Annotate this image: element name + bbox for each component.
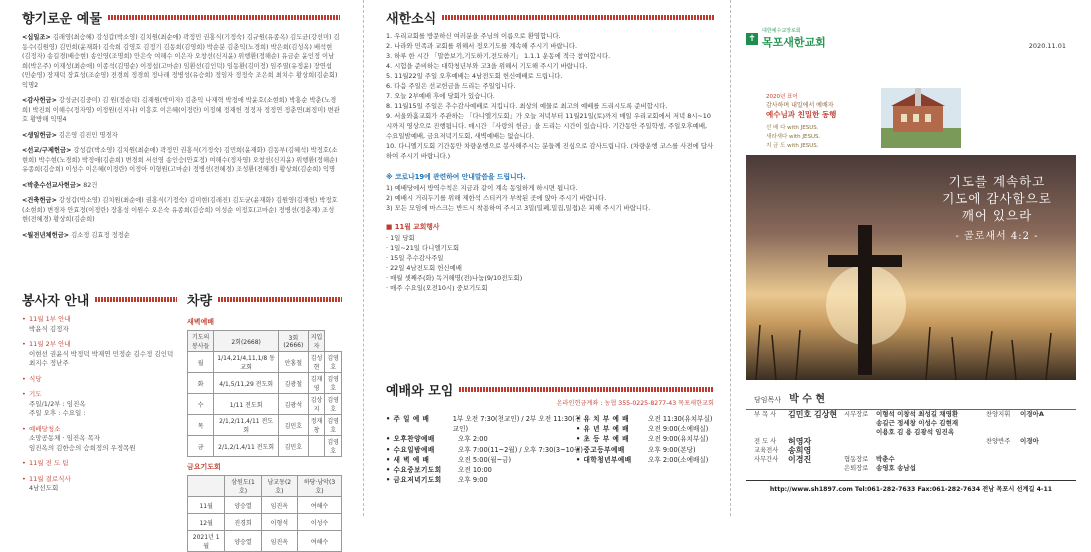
news-list [386, 31, 714, 161]
staff-role: 부 목 사 [754, 411, 777, 418]
offerings-list [22, 33, 340, 240]
table-cell: 이성수 [298, 514, 342, 531]
staff-name: 이경진 [788, 455, 812, 464]
worship-row [386, 465, 586, 475]
verse-line-3: 깨어 있으라 [961, 208, 1033, 223]
worship-name: • 유 년 부 예 배 [576, 425, 630, 434]
news-item: 6. 다음 주일은 선교헌금을 드리는 주일입니다. [386, 82, 516, 90]
vehicle-title: 차량 [187, 290, 342, 309]
staff-name: 김민호 김상현 [788, 410, 838, 419]
column-news [386, 0, 714, 516]
worship-name: • 새 벽 예 배 [386, 455, 430, 464]
church-name: 목포새한교회 [762, 36, 826, 49]
column-vehicle [187, 290, 342, 550]
table-cell: 4/1,5/11,29 전도회 [214, 373, 279, 394]
friday-table [187, 475, 342, 552]
pastor-row [746, 390, 1076, 410]
worship-row [576, 434, 716, 444]
offering-heading: <건축헌금> [22, 197, 57, 204]
covid-item: 2) 예배시 거리두기를 위해 제한석 스티커가 부착된 곳에 앉아 주시기 바랍니다. [386, 194, 607, 202]
church-building-image [881, 88, 961, 148]
table-row [188, 415, 342, 436]
staff-role: 사무간사 [754, 456, 779, 463]
offering-item [22, 146, 340, 175]
volunteer-label: • 11월 결로식사 [29, 474, 71, 483]
covid-list [386, 183, 714, 213]
worship-time: 오후 9:00 [458, 476, 488, 485]
event-item: · 15일 추수감사주일 [386, 254, 444, 262]
offering-text: 강성갑(박소영) 김치원(최순애) 곽정민 권홍식(기정숙) 김민희(윤재화) 김동부(김혜석) 박정호(소현희) 박수현(노경희) 박정애(김순희) 변경희 서선영 송인승(안효정) 여해수(정자영) 오창선(신지윤) 위행환(정해순) 유종희(김승희) 이성수 이은혜(이정란) 이정아 이형원(고마순) 정병선(전혜경) 조성환(전혜경) 황상희(김순희) 익명 [22, 147, 338, 173]
table-cell: 김광철 [278, 373, 308, 394]
table-cell: 김재영 [308, 373, 325, 394]
worship-name: • 수요일밤예배 [386, 445, 435, 454]
volunteer-detail: 이현선 권윤식 박정덕 박재연 민정순 김수정 김인덕 최지수 정난주 [29, 349, 174, 367]
table-cell: 12월 [188, 514, 225, 531]
table-cell: 김영호 [325, 352, 342, 373]
footer: http://www.sh1897.com Tel:061-282-7633 Fax:061-282-7634 전남 목포시 선계길 4-11 [746, 480, 1076, 493]
staff-list [754, 410, 1072, 473]
table-row [188, 436, 342, 457]
events-title: ■ 11월 교회행사 [386, 223, 440, 231]
theme-line-1: 감사하며 내일에서 예배자 [766, 102, 834, 109]
staff-name: 이경아A [1020, 410, 1044, 418]
table-header-cell: 삼원도(1호) [225, 476, 261, 497]
table-cell: 진경희 [225, 514, 261, 531]
volunteer-item [22, 315, 177, 334]
table-cell: 2021년 1월 [188, 531, 225, 552]
table-row [188, 497, 342, 514]
volunteer-item [22, 459, 177, 469]
table-header-row [188, 476, 342, 497]
offering-item [22, 231, 340, 241]
column-cover [746, 0, 1076, 516]
table-cell: 2/1,2/1,4/11 전도회 [214, 436, 279, 457]
offering-item [22, 96, 340, 125]
table-cell: 1/14,21/4,11,1/8 동교회 [214, 352, 279, 373]
offering-heading: <월전년체헌금> [22, 231, 70, 239]
with-line-1: 선 배 다 with JESUS. [766, 125, 819, 131]
fold-line-2 [730, 0, 731, 516]
offering-text: 김래영(최승혜) 강성갑(박소영) 김치원(최순애) 곽정민 권홍식(기정숙) 김규원(유종옥) 김도균(강선미) 김동수(김원영) 김민희(윤재화) 김숙희 김영호 김정기 김동희(김영희) 박순분 김춘익(노경희) 박은희(김성옥) 배석현(김정자) 송길경(배승현) 송인영(조명희) 안은숙 여해수 이은자 오창선(신지윤) 위행환(정해순) 유금순 윤인정 이남희(박은주) 이재성(최순애) 이종석(김명순) 이정섭(고마순) 임환선(김인덕) 임동환(김미정) 임주열(유정윤) 장연섭(민순영) 장재덕 장효성(조순영) 전경희 정경희 정나래 정병성(유승희) 정임자 정정숙 조은희 최치수 황상희(김순회) 익명2 [22, 34, 340, 89]
worship-name: • 초 등 부 예 배 [576, 435, 630, 444]
bank-account: 온라인헌금계좌 : 농협 355-0225-8277-43 목포새한교회 [556, 400, 714, 407]
dawn-table [187, 330, 342, 457]
staff-name: 허영자 [788, 437, 812, 446]
volunteer-detail: 박윤식 김정자 [29, 324, 69, 333]
worship-time: 오후 2:00 [458, 435, 488, 444]
table-cell: 목 [188, 415, 214, 436]
table-cell: 김영호 [325, 415, 342, 436]
staff-role: 전 도 사 [754, 438, 777, 445]
events-list [386, 233, 714, 293]
news-item: 1. 우리교회를 방문하신 여러분을 주님의 이름으로 환영합니다. [386, 32, 561, 40]
volunteer-item [22, 425, 177, 454]
news-title: 새한소식 [386, 8, 714, 27]
table-cell: 2/1,2/11,4/11 전도회 [214, 415, 279, 436]
worship-name: • 금요저녁기도회 [386, 476, 442, 485]
worship-name: • 주 일 예 배 [386, 415, 430, 423]
table-cell: 화 [188, 373, 214, 394]
with-line-3: 지 금 도 with JESUS. [766, 143, 819, 149]
staff-role: 교육전사 [754, 447, 779, 454]
staff-name: 송희영 [788, 446, 812, 455]
volunteer-detail: 소망공동체 · 임진옥 목자 임진옥의 김한승의 승희정의 우정목원 [29, 434, 136, 452]
friday-subtitle: 금요기도회 [187, 463, 221, 471]
worship-row [576, 424, 716, 434]
staff-row [754, 464, 1072, 473]
offering-text: 강성갑(박소영) 김치원(최순애) 권홍식(기정숙) 김미현(김래진) 김도균(윤재화) 김원영(김재헌) 박정호(소현희) 변경자 안효정(이정란) 장홍성 이원수 오은숙 유종희(김승희) 이성순 이정호(고마순) 정병선(정춘재) 조성현(전혜경) 황상희(김순희) [22, 197, 338, 223]
table-header-row [188, 331, 342, 352]
covid-item: 3) 모든 모임에 마스크는 반드시 착용하여 주시고 3밀(밀폐,밀집,밀접)은 피해 주시기 바랍니다. [386, 204, 651, 212]
offering-item [22, 33, 340, 90]
news-item: 5. 11월22일 주일 오후예배는 4남전도회 헌신예배로 드립니다. [386, 72, 563, 80]
verse-line-1: 기도를 계속하고 [948, 174, 1046, 189]
table-cell: 김광석 [278, 394, 308, 415]
worship-name: • 유 치 부 예 배 [576, 415, 630, 423]
table-header-cell: 지입자 [308, 331, 325, 352]
table-header-cell [188, 476, 225, 497]
worship-right [576, 414, 716, 465]
table-cell: 김성현 [308, 352, 325, 373]
covid-item: 1) 예배당에서 방역수칙은 지금과 같이 계속 동일하게 하시면 됩니다. [386, 184, 578, 192]
cross-logo-icon: ✝ [746, 33, 758, 45]
table-cell: 김상지 [308, 394, 325, 415]
staff-row [754, 455, 1072, 464]
theme-line-2: 예수님과 친밀한 동행 [766, 110, 837, 119]
staff-row [754, 410, 1072, 437]
table-cell: 정재창 [308, 415, 325, 436]
table-row [188, 394, 342, 415]
worship-row [576, 455, 716, 465]
table-row [188, 531, 342, 552]
staff-role: 협동장로 [844, 456, 869, 463]
denomination: 대한예수교장로회 [762, 28, 801, 34]
worship-time: 오후 2:00(소예배실) [648, 455, 709, 464]
pastor-label: 담임목사 [754, 396, 782, 404]
table-cell: 11월 [188, 497, 225, 514]
table-cell: 임진옥 [261, 497, 297, 514]
church-logo [746, 27, 1076, 50]
staff-role: 은퇴장로 [844, 465, 869, 472]
table-cell: 김민호 [278, 415, 308, 436]
volunteer-item [22, 475, 177, 494]
table-cell: 김영호 [325, 373, 342, 394]
table-header-cell: 2회(2668) [214, 331, 279, 352]
staff-row [754, 437, 1072, 446]
worship-row [386, 414, 586, 434]
yearly-theme [766, 92, 876, 151]
theme-year: 2020년 표어 [766, 94, 798, 100]
table-cell: 1/11 전도회 [214, 394, 279, 415]
staff-name: 이경아 [1020, 437, 1039, 445]
column-volunteers [22, 290, 177, 510]
volunteer-item [22, 375, 177, 385]
staff-role: 찬양반주 [986, 438, 1011, 445]
event-item: · 1일 당회 [386, 234, 415, 242]
worship-name: • 수요중보기도회 [386, 466, 442, 475]
table-row [188, 373, 342, 394]
table-cell: 월 [188, 352, 214, 373]
table-cell: 임진옥 [261, 531, 297, 552]
worship-row [386, 445, 586, 455]
worship-left [386, 414, 586, 485]
volunteer-detail: 4남선도회 [29, 484, 59, 492]
table-cell: 김민호 [278, 436, 308, 457]
worship-row [386, 434, 586, 444]
offering-heading: <선교/구제헌금> [22, 147, 72, 154]
event-item: · 1일~21일 다니엘기도회 [386, 244, 460, 252]
cover-image [746, 155, 1076, 380]
table-cell: 여해수 [298, 497, 342, 514]
table-cell: 안홍철 [278, 352, 308, 373]
volunteer-item [22, 340, 177, 369]
volunteer-detail: 주일/1/2부 : 임진옥 주일 오후 : 수요일 : [29, 399, 86, 417]
offerings-title: 향기로운 예물 [22, 8, 340, 27]
offering-heading: <박춘수선교사헌금> [22, 181, 82, 189]
worship-time: 오후 7:00(11~2월) / 오후 7:30(3~10월) [458, 445, 583, 454]
offering-item [22, 181, 340, 191]
event-item: · 매주 수요일(오전10시) 중보기도회 [386, 284, 488, 292]
dawn-subtitle: 새벽예배 [187, 318, 215, 326]
news-item: 3. 하루 한 시간 「말씀보기,기도하기,전도하기」 1.1.1 운동에 적극 참여합시다. [386, 52, 611, 60]
table-cell: 이형석 [261, 514, 297, 531]
worship-time: 오전 9:00(유치부실) [648, 435, 709, 444]
offering-heading: <생일헌금> [22, 131, 57, 139]
table-row [188, 514, 342, 531]
table-header-cell: 남교동(2호) [261, 476, 297, 497]
offering-text: 82건 [83, 181, 98, 189]
news-item: 9. 서울와흘교회가 주관하는 「다니엘기도회」가 오늘 저녁부터 11월21일(토)까지 매일 우리교회에서 저녁 8시~10시까지 영상으로 진행됩니다. 매시간 「사랑의 헌금」을 드리는 시간이 있습니다. 기간동안 주일학생, 주일오후예배, 수요일밤예배, 금요저녁기도회, 새벽예배는 없습니다. [386, 112, 711, 140]
worship-time: 1부 오전 7:30(천교인) / 2부 오전 11:30(천교인) [452, 415, 582, 434]
volunteer-label: • 기도 [29, 390, 42, 398]
worship-time: 오전 10:00 [458, 466, 492, 475]
staff-name: 박춘수 [876, 455, 895, 463]
table-cell: 여해수 [298, 531, 342, 552]
volunteer-label: • 11월 2부 안내 [29, 340, 71, 348]
worship-time: 오전 11:30(유치부실) [648, 415, 713, 423]
table-header-cell: 3회(2666) [278, 331, 308, 352]
worship-name: • 대학청년부예배 [576, 455, 632, 464]
worship-row [576, 414, 716, 424]
worship-name: • 중고등부예배 [576, 445, 625, 454]
news-item: 8. 11월15일 주일은 추수감사예배로 지킵니다. 최상의 예물로 최고의 예배를 드리시도록 준비합시다. [386, 102, 668, 110]
worship-title: 예배와 모임 [386, 380, 714, 399]
staff-role: 시무장로 [844, 411, 869, 418]
volunteer-label: • 11월 전 도 팀 [29, 459, 69, 467]
offering-heading: <감사헌금> [22, 97, 57, 104]
table-cell: 양승열 [225, 531, 261, 552]
verse-line-2: 기도에 감사함으로 [942, 191, 1052, 206]
table-cell: 양승열 [225, 497, 261, 514]
verse-reference: - 골로새서 4:2 - [955, 231, 1039, 242]
worship-time: 오전 5:00(월~금) [458, 455, 512, 464]
covid-title: ※ 코로나19에 관련하여 안내말씀을 드립니다. [386, 173, 526, 181]
volunteer-item [22, 390, 177, 419]
worship-row [386, 455, 586, 465]
volunteer-title: 봉사자 안내 [22, 290, 177, 309]
staff-row [754, 446, 1072, 455]
table-cell: 금 [188, 436, 214, 457]
table-cell: 김영호 [325, 394, 342, 415]
offering-heading: <십일조> [22, 34, 51, 41]
offering-item [22, 131, 340, 141]
volunteer-label: • 식당 [29, 374, 42, 383]
worship-time: 오전 9:00(소예배실) [648, 425, 709, 434]
offering-text: 김은영 김진민 명경자 [58, 131, 118, 139]
table-cell [308, 436, 325, 457]
bulletin-date: 2020.11.01 [1028, 42, 1066, 50]
table-cell: 수 [188, 394, 214, 415]
volunteer-label: • 11월 1부 안내 [29, 315, 71, 323]
table-header-cell: 하당·남악(3호) [298, 476, 342, 497]
news-item: 4. 시험을 준비하는 대학청년부와 고3을 위해서 기도해 주시기 바랍니다. [386, 62, 588, 70]
fold-line-1 [363, 0, 364, 516]
volunteer-label: • 예배당청소 [29, 424, 61, 433]
worship-time: 오후 9:00(본당) [648, 445, 696, 454]
with-line-2: 새라새다 with JESUS. [766, 134, 821, 140]
news-item: 10. 다니엘기도회 기간동안 차량운행으로 봉사해주시는 분들께 진심으로 감사드립니다. (차량운행 코스를 사전에 답사하여 주시기 바랍니다.) [386, 142, 714, 160]
worship-row [576, 445, 716, 455]
offering-text: 김소정 김효정 정정순 [71, 231, 130, 239]
volunteer-list [22, 315, 177, 494]
table-header-cell: 기도의 봉사들 [188, 331, 214, 352]
offering-text: 강성균(김중미) 김 원(정순덕) 김재원(박미자) 김춘익 나재혁 박정애 박윤호(소현희) 박홍순 박춘(노경희) 박진희 이해수(정자영) 이정원(신지나) 이흥호 이은혜(이정란) 이정혜 정재헌 정정자 정정연 정춘연(최정미) 변관호 황방해 익명4 [22, 97, 340, 123]
table-cell: 김영호 [325, 436, 342, 457]
table-row [188, 352, 342, 373]
offering-item [22, 196, 340, 225]
event-item: · 매월 셋째주(화) 독거해명(전)나눔(9/10전도회) [386, 274, 523, 282]
staff-role: 찬양지휘 [986, 411, 1011, 418]
staff-name: 이형석 이창석 최성길 채영환 송길근 정세창 이성수 김현재 이용호 김 용 김광석 임진옥 [876, 410, 959, 436]
worship-row [386, 475, 586, 485]
news-item: 7. 오늘 2부예배 후에 당회가 있습니다. [386, 92, 495, 100]
worship-name: • 오후찬양예배 [386, 435, 435, 444]
pastor-name: 박 수 현 [789, 394, 826, 405]
event-item: · 22일 4남전도회 헌신예배 [386, 264, 462, 272]
news-item: 2. 나라와 민족과 교회를 위해서 정오기도를 계속해 주시기 바랍니다. [386, 42, 578, 50]
staff-name: 송영호 송남섭 [876, 464, 916, 472]
